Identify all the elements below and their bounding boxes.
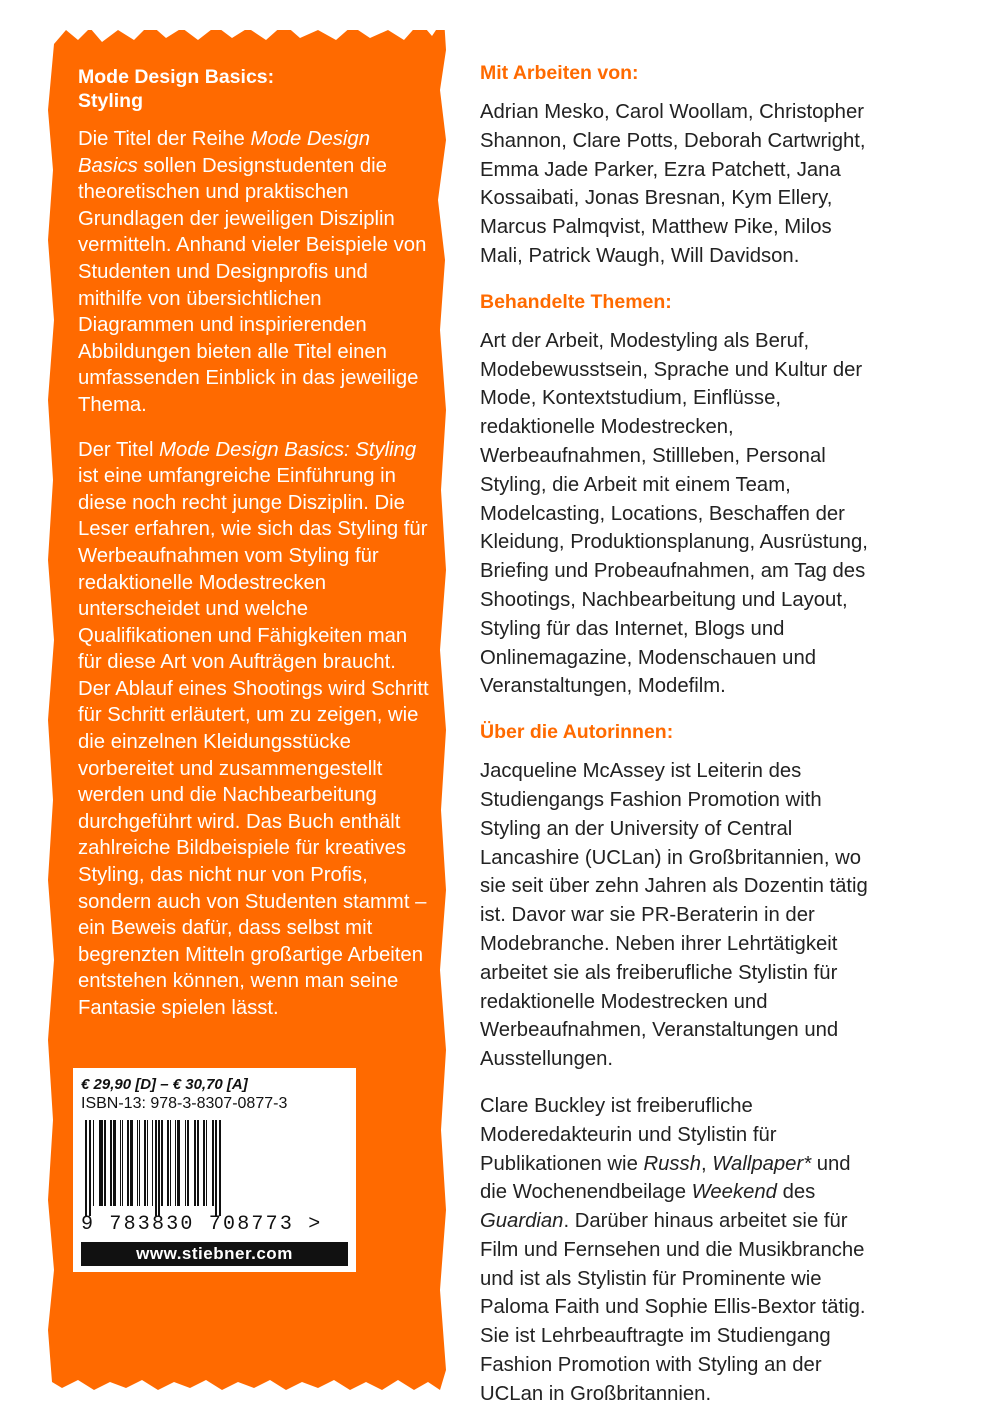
barcode-bar xyxy=(187,1120,189,1206)
italic-title: Mode Design Basics xyxy=(78,128,370,177)
barcode-bar xyxy=(177,1120,180,1206)
italic-title: Russh xyxy=(643,1152,701,1175)
text-run: , xyxy=(700,1152,713,1175)
barcode xyxy=(81,1120,332,1216)
barcode-bar xyxy=(139,1120,140,1206)
barcode-bar xyxy=(185,1120,186,1206)
price-label: € 29,90 [D] – € 30,70 [A] xyxy=(81,1076,248,1093)
authors-heading: Über die Autorinnen: xyxy=(480,721,674,744)
barcode-bar xyxy=(155,1120,157,1216)
barcode-bar xyxy=(137,1120,138,1206)
barcode-bar xyxy=(152,1120,153,1206)
barcode-bar xyxy=(110,1120,112,1206)
text-run: ist eine umfangreiche Einführung in diese noch recht junge Disziplin. Die Leser erfahren, wie sich das Styling für Werbeaufnahmen vom Styling für redaktionelle Modestrecken unterscheidet und welche Qualifikationen und Fähigkeiten man für diese Art von Aufträgen braucht. Der Ablauf eines Shootings wird Schritt für Schritt erläutert, um zu zeigen, wie die einzelnen Kleidungsstücke vorbereitet und zusammengestellt werden und die Nachbearbeitung durchgeführt wird. Das Buch enthält zahlreiche Bildbeispiele für kreatives Styling, das nicht nur von Profis, sondern auch von Studenten stammt – ein Beweis dafür, dass selbst mit begrenzten Mitteln großartige Arbeiten entstehen können, wenn man seine Fantasie spielen lässt. xyxy=(78,465,429,1019)
barcode-bar xyxy=(122,1120,123,1206)
barcode-bar xyxy=(127,1120,129,1206)
price-barcode-box xyxy=(73,1068,356,1272)
text-run: Der Titel xyxy=(78,438,160,461)
publisher-url[interactable]: www.stiebner.com xyxy=(81,1242,348,1266)
book-title-line2: Styling xyxy=(78,90,144,112)
barcode-bar xyxy=(167,1120,169,1206)
barcode-bar xyxy=(89,1120,91,1216)
isbn-label: ISBN-13: 978-3-8307-0877-3 xyxy=(81,1095,288,1112)
topics-text: Art der Arbeit, Modestyling als Beruf, Modebewusstsein, Sprache und Kultur der Mode, Kontextstudium, Einflüsse, redaktionelle Modestrecken, Werbeaufnahmen, Stillleben, Personal Styling, die Arbeit mit einem Team, Modelcasting, Locations, Beschaffen der Kleidung, Produktionsplanung, Ausrüstung, Briefing und Probeaufnahmen, am Tag des Shootings, Nachbearbeitung und Layout, Styling für das Internet, Blogs und Onlinemagazine, Modenschauen und Veranstaltungen, Modefilm. xyxy=(480,329,868,698)
barcode-bar xyxy=(158,1120,160,1216)
barcode-bar xyxy=(93,1120,94,1206)
barcode-bar xyxy=(120,1120,121,1206)
text-run: Jacqueline McAssey ist Leiterin des Studiengangs Fashion Promotion with Styling an der University of Central Lancashire (UCLan) in Großbritannien, wo sie seit über zehn Jahren als Dozentin tätig ist. Davor war sie PR-Beraterin in der Modebranche. Neben ihrer Lehrtätigkeit arbeitet sie als freiberufliche Stylistin für redaktionelle Modestrecken und Werbeaufnahmen, Veranstaltungen und Ausstellungen. xyxy=(480,760,868,1071)
barcode-bar xyxy=(130,1120,133,1206)
barcode-bar xyxy=(219,1120,221,1216)
barcode-bar xyxy=(194,1120,196,1206)
barcode-bar xyxy=(175,1120,176,1206)
right-column xyxy=(480,60,880,1427)
barcode-bar xyxy=(203,1120,205,1206)
author-mcassey-bio xyxy=(480,757,880,1074)
contributors-heading: Mit Arbeiten von: xyxy=(480,62,639,84)
book-paragraph xyxy=(78,437,433,1022)
italic-title: Mode Design Basics: Styling xyxy=(159,438,417,461)
barcode-bar xyxy=(147,1120,148,1206)
barcode-bar xyxy=(212,1120,214,1206)
italic-title: Guardian xyxy=(480,1210,564,1233)
barcode-bar xyxy=(170,1120,171,1206)
barcode-bar xyxy=(85,1120,87,1216)
text-run: sollen Designstudenten die theoretischen und praktischen Grundlagen der jeweiligen Disziplin vermitteln. Anhand vieler Beispiele von Studenten und Designprofis und mithilfe von übersichtlichen Diagrammen und inspirierenden Abbildungen bieten alle Titel einen umfassenden Einblick in das jeweilige Thema. xyxy=(78,154,427,416)
text-run: Clare Buckley ist freiberufliche Moderedakteurin und Stylistin für Publikationen wie xyxy=(480,1094,777,1175)
barcode-bar xyxy=(104,1120,106,1206)
barcode-bar xyxy=(144,1120,146,1206)
barcode-bar xyxy=(99,1120,103,1206)
series-paragraph xyxy=(78,126,433,419)
author-buckley-bio xyxy=(480,1092,880,1409)
barcode-digits: 9 783830 708773 > xyxy=(81,1213,323,1236)
barcode-bar xyxy=(197,1120,199,1206)
book-title xyxy=(78,65,433,113)
text-run: Die Titel der Reihe xyxy=(78,128,251,150)
italic-title: Weekend xyxy=(691,1181,777,1204)
barcode-bar xyxy=(161,1120,163,1206)
text-run: des xyxy=(776,1181,816,1204)
text-run: . Darüber hinaus arbeitet sie für Film und Fernsehen und die Musikbranche und ist als Stylistin für Prominente wie Paloma Faith und Sophie Ellis-Bextor tätig. Sie ist Lehrbeauftragte im Studiengang Fashion Promotion with Styling an der UCLan in Großbritannien. xyxy=(480,1210,866,1405)
barcode-bar xyxy=(206,1120,207,1206)
barcode-bar xyxy=(113,1120,116,1206)
contributors-text: Adrian Mesko, Carol Woollam, Christopher Shannon, Clare Potts, Deborah Cartwright, Emma Jade Parker, Ezra Patchett, Jana Kossaibati, Jonas Bresnan, Kym Ellery, Marcus Palmqvist, Matthew Pike, Milos Mali, Patrick Waugh, Will Davidson. xyxy=(480,101,866,267)
topics-heading: Behandelte Themen: xyxy=(480,290,672,313)
book-title-line1: Mode Design Basics: xyxy=(78,66,275,88)
italic-title: Wallpaper* xyxy=(712,1152,812,1175)
description-text xyxy=(78,65,433,1040)
barcode-bar xyxy=(215,1120,217,1216)
text-run: und die Wochenendbeilage xyxy=(480,1152,851,1204)
orange-info-panel xyxy=(48,30,446,1390)
